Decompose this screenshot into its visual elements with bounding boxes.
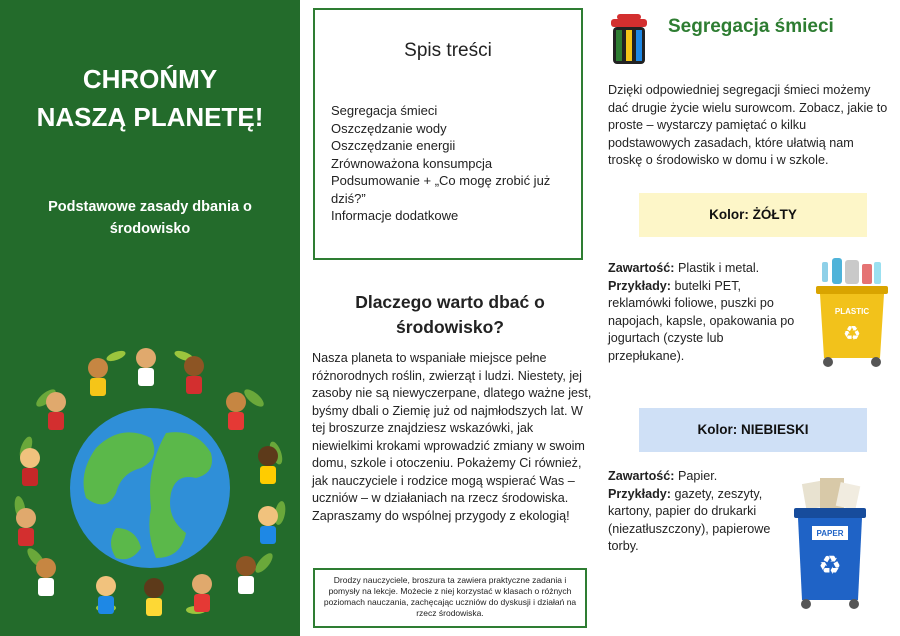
why-paragraph: Nasza planeta to wspaniałe miejsce pełne różnorodnych roślin, zwierząt i ludzi. Niestety, jej zasoby nie są niewyczerpane, dlatego ważne jest, byśmy dbali o Ziemię już od najmłodszych lat. W tej broszurze znajdziesz wskazówki, jak niewielkimi krokami wprowadzić zmiany w swoim domu, szkole i otoczeniu. Pokażemy Ci również, jak nauczyciele i rodzice mogą wspierać Was – uczniów – w działaniach na rzecz środowiska. Zapraszamy do wspólnej przygody z ekologią! bbox=[312, 351, 592, 523]
trash-bin-icon bbox=[609, 14, 649, 64]
segregation-title: Segregacja śmieci bbox=[668, 16, 834, 37]
toc-title: Spis treści bbox=[404, 40, 492, 61]
toc-item: Zrównoważona konsumpcja bbox=[331, 155, 493, 171]
blue-bin-label: Kolor: NIEBIESKI bbox=[639, 408, 867, 452]
segregation-intro: Dzięki odpowiedniej segregacji śmieci możemy dać drugie życie wielu surowcom. Zobacz, jakie to proste – wystarczy pamiętać o kilku podstawowych zasadach, które ułatwią nam troskę o środowisko w domu i w szkole. bbox=[608, 83, 888, 167]
examples-label: Przykłady: bbox=[608, 486, 671, 501]
yellow-description bbox=[608, 260, 798, 365]
content-value: Plastik i metal. bbox=[674, 261, 760, 275]
toc-item: Segregacja śmieci bbox=[331, 103, 438, 118]
bin-label: PLASTIC bbox=[834, 307, 870, 316]
blue-paper-bin-icon bbox=[790, 476, 870, 610]
toc-item: Oszczędzanie wody bbox=[331, 120, 447, 136]
earth-globe-icon bbox=[70, 408, 230, 568]
content-label: Zawartość: bbox=[608, 469, 675, 483]
yellow-plastic-bin-icon bbox=[812, 258, 892, 368]
content-label: Zawartość: bbox=[608, 261, 675, 275]
toc-item: Oszczędzanie energii bbox=[331, 138, 456, 153]
table-of-contents bbox=[313, 8, 583, 260]
cover-panel bbox=[0, 0, 300, 636]
toc-item: Informacje dodatkowe bbox=[331, 208, 459, 223]
recycle-icon: ♻ bbox=[818, 551, 842, 581]
cover-subtitle: Podstawowe zasady dbania o środowisko bbox=[48, 199, 252, 237]
bin-label: PAPER bbox=[816, 529, 844, 538]
toc-item: Podsumowanie + „Co mogę zrobić już dziś?” bbox=[331, 173, 551, 206]
recycle-icon: ♻ bbox=[843, 321, 861, 345]
examples-value: gazety, zeszyty, kartony, papier do drukarki (niezatłuszczony), papierowe torby. bbox=[608, 486, 771, 553]
globe-with-children-illustration bbox=[6, 338, 294, 628]
content-value: Papier. bbox=[674, 469, 718, 483]
cover-title bbox=[0, 60, 300, 136]
teacher-note: Drodzy nauczyciele, broszura ta zawiera praktyczne zadania i pomysły na lekcje. Możecie z niej korzystać w klasach o różnych poziomach nauczania, zachęcając uczniów do dyskusji i działań na rzecz środowiska. bbox=[313, 568, 587, 628]
yellow-bin-label: Kolor: ŻÓŁTY bbox=[639, 193, 867, 237]
cover-title-line2: NASZĄ PLANETĘ! bbox=[36, 102, 264, 132]
blue-description bbox=[608, 468, 798, 556]
toc-list bbox=[331, 102, 571, 225]
examples-label: Przykłady: bbox=[608, 278, 671, 293]
cover-title-line1: CHROŃMY bbox=[82, 64, 218, 94]
examples-value: butelki PET, reklamówki foliowe, puszki po napojach, kapsle, opakowania po jogurtach (czyste lub przepłukane). bbox=[608, 278, 795, 363]
why-heading: Dlaczego warto dbać o środowisko? bbox=[355, 292, 545, 337]
